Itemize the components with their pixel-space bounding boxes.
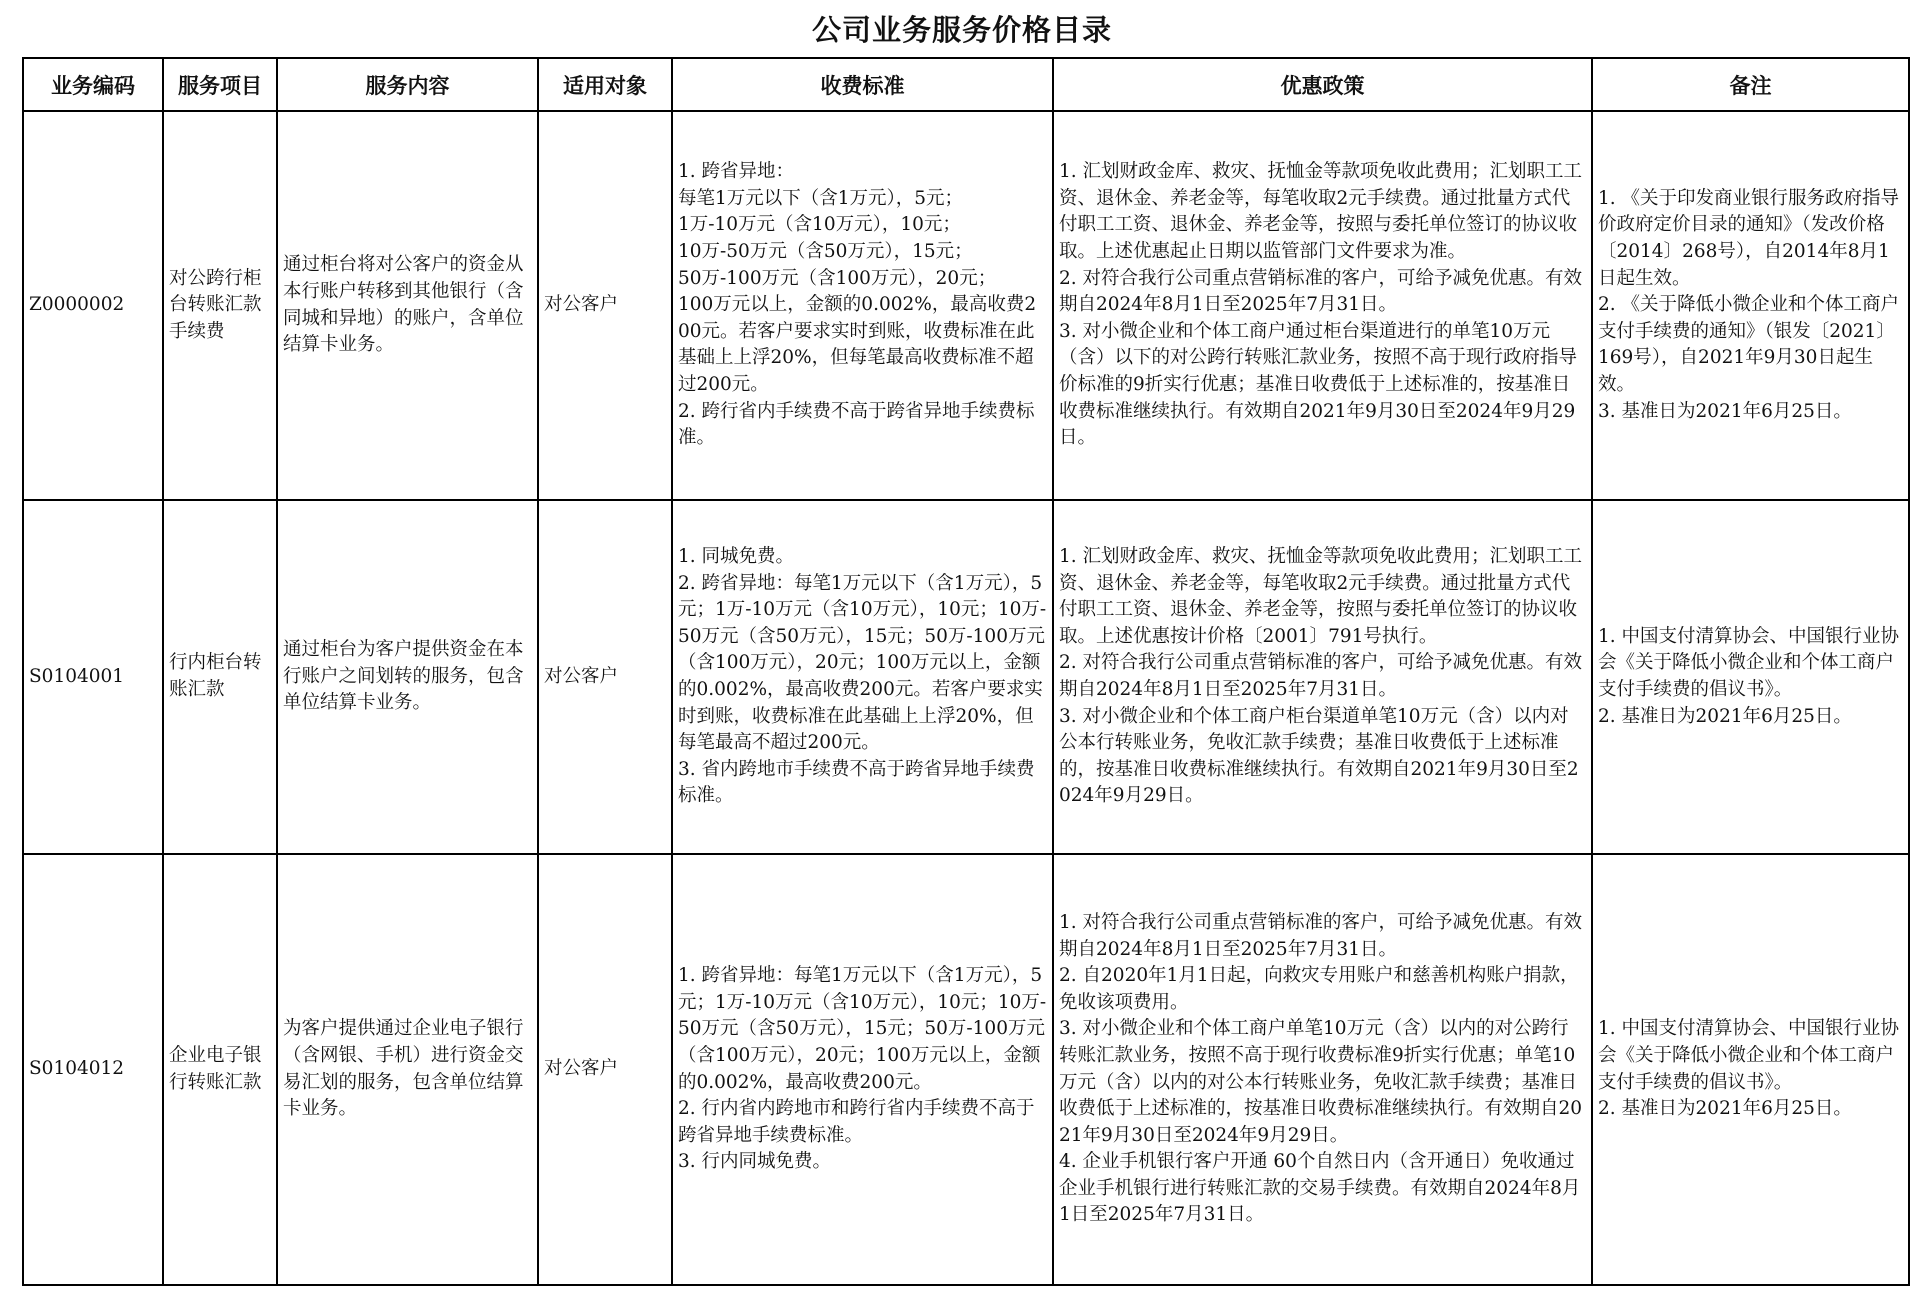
fee-standard-cell: 1. 跨省异地： 每笔1万元以下（含1万元），5元； 1万-10万元（含10万元），10元； 10万-50万元（含50万元），15元； 50万-100万元（含100万元），20元； 100万元以上，金额的0.002%，最高收费200元。若客户要求实时到账，收费标准在此基础上上浮20%，但每笔最高收费标准不超过200元。 2. 跨行省内手续费不高于跨省异地手续费标准。: [672, 111, 1053, 500]
service-item-cell: 企业电子银行转账汇款: [163, 854, 277, 1285]
remarks-cell: 1. 中国支付清算协会、中国银行业协会《关于降低小微企业和个体工商户支付手续费的倡议书》。 2. 基准日为2021年6月25日。: [1592, 500, 1909, 854]
business-code-cell: Z0000002: [23, 111, 163, 500]
service-item-cell: 对公跨行柜台转账汇款手续费: [163, 111, 277, 500]
service-item-cell: 行内柜台转账汇款: [163, 500, 277, 854]
target-customer-cell: 对公客户: [538, 500, 672, 854]
header-remarks: 备注: [1592, 58, 1909, 111]
discount-policy-cell: 1. 汇划财政金库、救灾、抚恤金等款项免收此费用；汇划职工工资、退休金、养老金等，每笔收取2元手续费。通过批量方式代付职工工资、退休金、养老金等，按照与委托单位签订的协议收取。上述优惠按计价格〔2001〕791号执行。 2. 对符合我行公司重点营销标准的客户，可给予减免优惠。有效期自2024年8月1日至2025年7月31日。 3. 对小微企业和个体工商户柜台渠道单笔10万元（含）以内对公本行转账业务，免收汇款手续费；基准日收费低于上述标准的，按基准日收费标准继续执行。有效期自2021年9月30日至2024年9月29日。: [1053, 500, 1592, 854]
business-code-cell: S0104001: [23, 500, 163, 854]
header-discount-policy: 优惠政策: [1053, 58, 1592, 111]
remarks-cell: 1. 《关于印发商业银行服务政府指导价政府定价目录的通知》（发改价格〔2014〕268号），自2014年8月1日起生效。 2. 《关于降低小微企业和个体工商户支付手续费的通知》（银发〔2021〕169号），自2021年9月30日起生效。 3. 基准日为2021年6月25日。: [1592, 111, 1909, 500]
discount-policy-cell: 1. 汇划财政金库、救灾、抚恤金等款项免收此费用；汇划职工工资、退休金、养老金等，每笔收取2元手续费。通过批量方式代付职工工资、退休金、养老金等，按照与委托单位签订的协议收取。上述优惠起止日期以监管部门文件要求为准。 2. 对符合我行公司重点营销标准的客户，可给予减免优惠。有效期自2024年8月1日至2025年7月31日。 3. 对小微企业和个体工商户通过柜台渠道进行的单笔10万元（含）以下的对公跨行转账汇款业务，按照不高于现行政府指导价标准的9折实行优惠；基准日收费低于上述标准的，按基准日收费标准继续执行。有效期自2021年9月30日至2024年9月29日。: [1053, 111, 1592, 500]
fee-standard-cell: 1. 同城免费。 2. 跨省异地：每笔1万元以下（含1万元），5元；1万-10万元（含10万元），10元；10万-50万元（含50万元），15元；50万-100万元（含100万元），20元；100万元以上，金额的0.002%，最高收费200元。若客户要求实时到账，收费标准在此基础上上浮20%，但每笔最高不超过200元。 3. 省内跨地市手续费不高于跨省异地手续费标准。: [672, 500, 1053, 854]
remarks-cell: 1. 中国支付清算协会、中国银行业协会《关于降低小微企业和个体工商户支付手续费的倡议书》。 2. 基准日为2021年6月25日。: [1592, 854, 1909, 1285]
service-content-cell: 通过柜台将对公客户的资金从本行账户转移到其他银行（含同城和异地）的账户，含单位结算卡业务。: [277, 111, 538, 500]
header-row: [23, 58, 1909, 111]
header-business-code: 业务编码: [23, 58, 163, 111]
table-row: [23, 854, 1909, 1285]
table-row: [23, 111, 1909, 500]
target-customer-cell: 对公客户: [538, 854, 672, 1285]
service-content-cell: 通过柜台为客户提供资金在本行账户之间划转的服务，包含单位结算卡业务。: [277, 500, 538, 854]
page-title: 公司业务服务价格目录: [811, 13, 1112, 47]
header-service-content: 服务内容: [277, 58, 538, 111]
service-content-cell: 为客户提供通过企业电子银行（含网银、手机）进行资金交易汇划的服务，包含单位结算卡业务。: [277, 854, 538, 1285]
header-fee-standard: 收费标准: [672, 58, 1053, 111]
business-code-cell: S0104012: [23, 854, 163, 1285]
discount-policy-cell: 1. 对符合我行公司重点营销标准的客户，可给予减免优惠。有效期自2024年8月1日至2025年7月31日。 2. 自2020年1月1日起，向救灾专用账户和慈善机构账户捐款，免收该项费用。 3. 对小微企业和个体工商户单笔10万元（含）以内的对公跨行转账汇款业务，按照不高于现行收费标准9折实行优惠；单笔10万元（含）以内的对公本行转账业务，免收汇款手续费；基准日收费低于上述标准的，按基准日收费标准继续执行。有效期自2021年9月30日至2024年9月29日。 4. 企业手机银行客户开通 60个自然日内（含开通日）免收通过企业手机银行进行转账汇款的交易手续费。有效期自2024年8月1日至2025年7月31日。: [1053, 854, 1592, 1285]
header-service-item: 服务项目: [163, 58, 277, 111]
header-target-customer: 适用对象: [538, 58, 672, 111]
service-price-table: [22, 57, 1910, 1286]
fee-standard-cell: 1. 跨省异地：每笔1万元以下（含1万元），5元；1万-10万元（含10万元），10元；10万-50万元（含50万元），15元；50万-100万元（含100万元），20元；100万元以上，金额的0.002%，最高收费200元。 2. 行内省内跨地市和跨行省内手续费不高于跨省异地手续费标准。 3. 行内同城免费。: [672, 854, 1053, 1285]
target-customer-cell: 对公客户: [538, 111, 672, 500]
table-row: [23, 500, 1909, 854]
